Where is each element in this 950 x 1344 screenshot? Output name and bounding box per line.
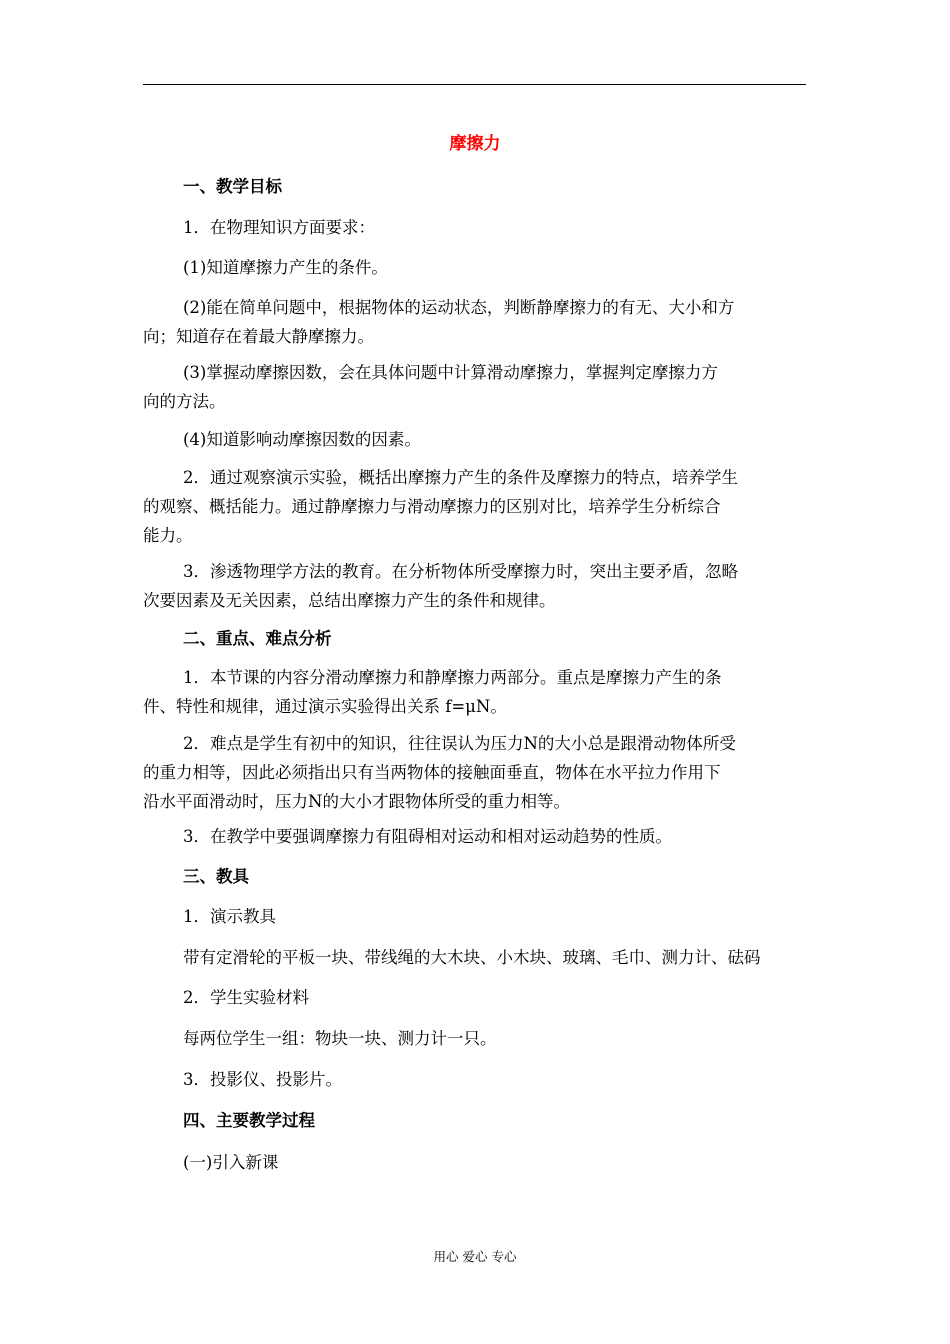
paragraph-line: (2)能在简单问题中，根据物体的运动状态，判断静摩擦力的有无、大小和方 xyxy=(183,298,735,317)
paragraph: 1．在物理知识方面要求： xyxy=(183,218,375,237)
section-heading-objectives: 一、教学目标 xyxy=(183,177,282,196)
paragraph xyxy=(143,463,806,550)
paragraph-line: 的观察、概括能力。通过静摩擦力与滑动摩擦力的区别对比，培养学生分析综合 xyxy=(143,497,721,516)
section-heading-teaching-aids: 三、教具 xyxy=(183,867,249,886)
paragraph-line: 向；知道存在着最大静摩擦力。 xyxy=(143,327,374,346)
paragraph-line: 次要因素及无关因素，总结出摩擦力产生的条件和规律。 xyxy=(143,591,556,610)
paragraph-line: 向的方法。 xyxy=(143,392,226,411)
paragraph-line: 2．通过观察演示实验，概括出摩擦力产生的条件及摩擦力的特点，培养学生 xyxy=(183,468,738,487)
paragraph-line: 1．本节课的内容分滑动摩擦力和静摩擦力两部分。重点是摩擦力产生的条 xyxy=(183,668,722,687)
document-title: 摩擦力 xyxy=(449,134,501,154)
paragraph: (1)知道摩擦力产生的条件。 xyxy=(183,258,388,277)
paragraph xyxy=(143,293,806,351)
paragraph: (一)引入新课 xyxy=(183,1153,279,1172)
page-footer: 用心 爱心 专心 xyxy=(433,1249,517,1264)
paragraph: 3．投影仪、投影片。 xyxy=(183,1070,342,1089)
paragraph-line: 2．难点是学生有初中的知识，往往误认为压力N的大小总是跟滑动物体所受 xyxy=(183,734,736,753)
paragraph: 3．在教学中要强调摩擦力有阻碍相对运动和相对运动趋势的性质。 xyxy=(183,827,672,846)
paragraph-line: 能力。 xyxy=(143,526,193,545)
paragraph xyxy=(143,729,806,816)
section-heading-key-points: 二、重点、难点分析 xyxy=(183,629,332,648)
paragraph xyxy=(143,663,806,721)
paragraph-line: 沿水平面滑动时，压力N的大小才跟物体所受的重力相等。 xyxy=(143,792,570,811)
paragraph: 1．演示教具 xyxy=(183,907,276,926)
paragraph: 2．学生实验材料 xyxy=(183,988,309,1007)
paragraph: (4)知道影响动摩擦因数的因素。 xyxy=(183,430,421,449)
paragraph-line: (3)掌握动摩擦因数，会在具体问题中计算滑动摩擦力，掌握判定摩擦力方 xyxy=(183,363,718,382)
paragraph xyxy=(143,557,806,615)
section-heading-teaching-process: 四、主要教学过程 xyxy=(183,1111,315,1130)
paragraph-line: 件、特性和规律，通过演示实验得出关系 f=μN。 xyxy=(143,697,507,716)
paragraph-line: 的重力相等，因此必须指出只有当两物体的接触面垂直，物体在水平拉力作用下 xyxy=(143,763,721,782)
paragraph: 带有定滑轮的平板一块、带线绳的大木块、小木块、玻璃、毛巾、测力计、砝码 xyxy=(183,948,761,967)
paragraph: 每两位学生一组：物块一块、测力计一只。 xyxy=(183,1029,497,1048)
header-rule xyxy=(143,84,806,85)
paragraph xyxy=(143,358,806,416)
paragraph-line: 3．渗透物理学方法的教育。在分析物体所受摩擦力时，突出主要矛盾，忽略 xyxy=(183,562,738,581)
